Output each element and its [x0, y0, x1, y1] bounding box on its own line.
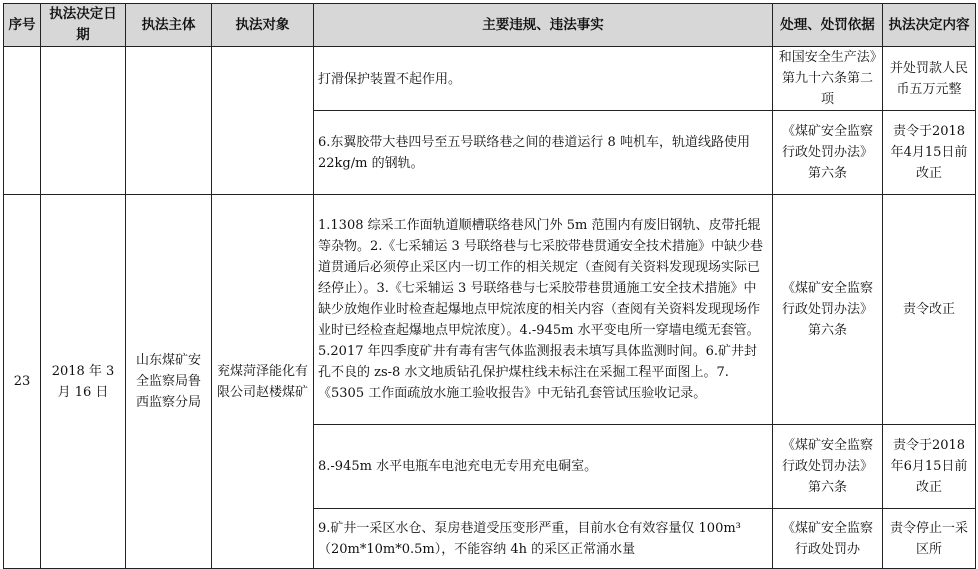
cell-target-prev: [212, 47, 314, 195]
cell-facts: 9.矿井一采区水仓、泵房巷道受压变形严重，目前水仓有效容量仅 100m³（20m*10m*0.5m），不能容纳 4h 的采区正常涌水量: [314, 509, 773, 569]
cell-decision: 责令停止一采区所: [883, 509, 976, 569]
cell-facts: 6.东翼胶带大巷四号至五号联络巷之间的巷道运行 8 吨机车，轨道线路使用 22kg/m 的钢轨。: [314, 111, 773, 195]
cell-facts: 打滑保护装置不起作用。: [314, 47, 773, 111]
header-authority: 执法主体: [126, 4, 212, 47]
header-no: 序号: [4, 4, 41, 47]
cell-basis: 和国安全生产法》第九十六条第二项: [773, 47, 883, 111]
cell-basis: 《煤矿安全监察行政处罚办: [773, 509, 883, 569]
header-row: [4, 4, 976, 47]
enforcement-table: [3, 3, 976, 569]
cell-enforcement-authority: 山东煤矿安全监察局鲁西监察分局: [126, 195, 212, 569]
cell-basis: 《煤矿安全监察行政处罚办法》第六条: [773, 195, 883, 425]
header-date: 执法决定日期: [41, 4, 126, 47]
cell-enforcement-target: 兖煤菏泽能化有限公司赵楼煤矿: [212, 195, 314, 569]
header-basis: 处理、处罚依据: [773, 4, 883, 47]
table-row-entry-23: [4, 195, 976, 425]
cell-basis: 《煤矿安全监察行政处罚办法》第六条: [773, 425, 883, 509]
header-decision: 执法决定内容: [883, 4, 976, 47]
cell-decision: 责令于2018年4月15日前改正: [883, 111, 976, 195]
cell-authority-prev: [126, 47, 212, 195]
header-facts: 主要违规、违法事实: [314, 4, 773, 47]
cell-decision: 责令改正: [883, 195, 976, 425]
cell-serial-number: 23: [4, 195, 41, 569]
cell-no-prev: [4, 47, 41, 195]
cell-decision: 责令于2018年6月15日前改正: [883, 425, 976, 509]
cell-date-prev: [41, 47, 126, 195]
cell-decision: 并处罚款人民币五万元整: [883, 47, 976, 111]
cell-decision-date: 2018 年 3 月 16 日: [41, 195, 126, 569]
table-row-continued: [4, 47, 976, 111]
cell-basis: 《煤矿安全监察行政处罚办法》第六条: [773, 111, 883, 195]
cell-facts: 1.1308 综采工作面轨道顺槽联络巷风门外 5m 范围内有废旧钢轨、皮带托辊等杂物。2.《七采辅运 3 号联络巷与七采胶带巷贯通安全技术措施》中缺少巷道贯通后必须停止采区内一切工作的相关规定（查阅有关资料发现现场实际已经停止）。3.《七采辅运 3 号联络巷与七采胶带巷贯通施工安全技术措施》中缺少放炮作业时检查起爆地点甲烷浓度的相关内容（查阅有关资料发现现场作业时已经检查起爆地点甲烷浓度）。4.-945m 水平变电所一穿墙电缆无套管。5.2017 年四季度矿井有毒有害气体监测报表未填写具体监测时间。6.矿井封孔不良的 zs-8 水文地质钻孔保护煤柱线未标注在采掘工程平面图上。7.《5305 工作面疏放水施工验收报告》中无钻孔套管试压验收记录。: [314, 195, 773, 425]
cell-facts: 8.-945m 水平电瓶车电池充电无专用充电硐室。: [314, 425, 773, 509]
header-target: 执法对象: [212, 4, 314, 47]
